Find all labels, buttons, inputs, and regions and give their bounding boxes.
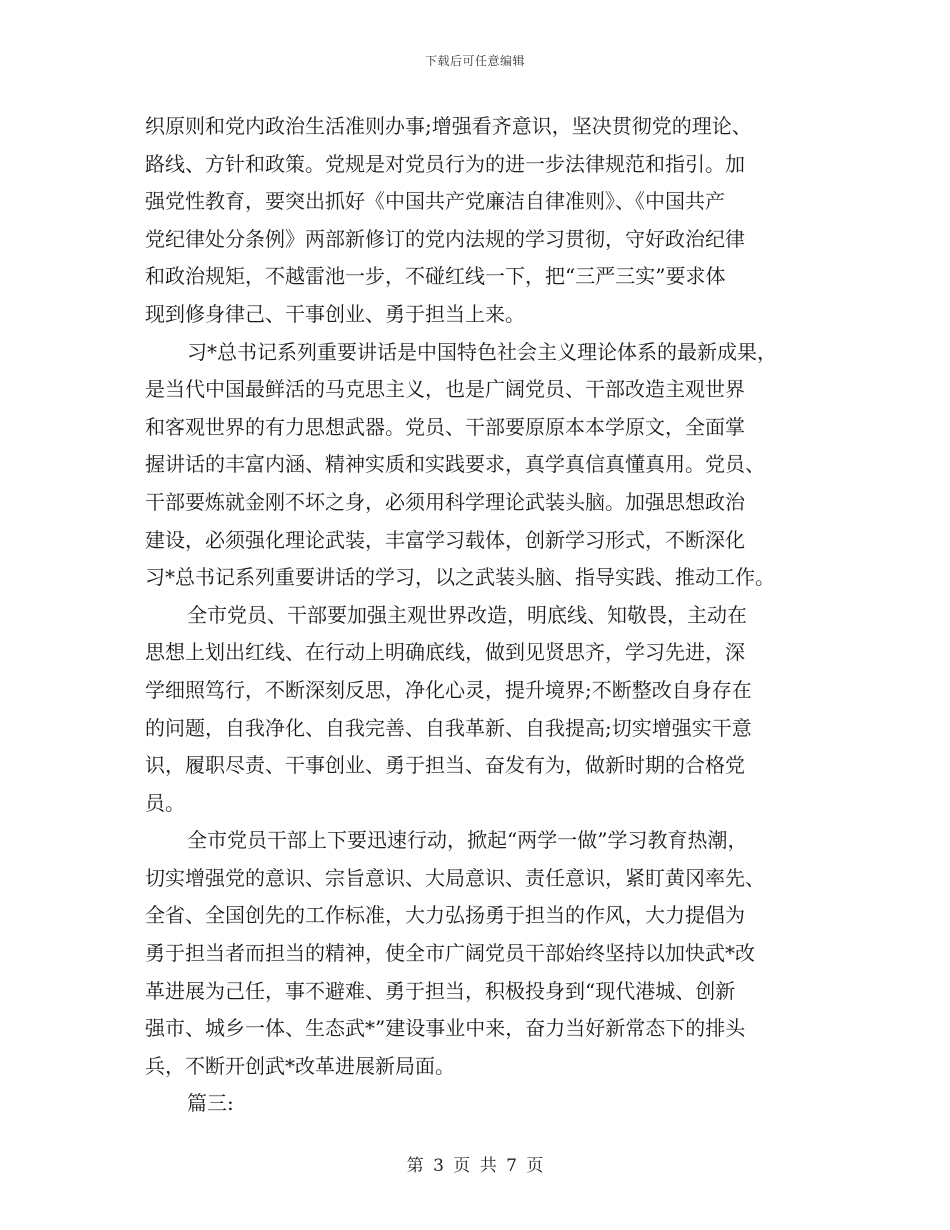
text-line: 兵，不断开创武*改革进展新局面。 bbox=[145, 1053, 455, 1078]
text-line: 强市、城乡一体、生态武*”建设事业中来，奋力当好新常态下的排头 bbox=[145, 1016, 746, 1041]
text-line: 革进展为己任，事不避难、勇于担当，积极投身到“现代港城、创新 bbox=[145, 978, 736, 1003]
text-line: 和政治规矩，不越雷池一步，不碰红线一下，把“三严三实”要求体 bbox=[145, 264, 726, 289]
text-line: 党纪律处分条例》两部新修订的党内法规的学习贯彻，守好政治纪律 bbox=[145, 226, 745, 251]
text-line: 识，履职尽责、干事创业、勇于担当、奋发有为，做新时期的合格党 bbox=[145, 753, 745, 778]
text-line: 干部要炼就金刚不坏之身，必须用科学理论武装头脑。加强思想政治 bbox=[145, 489, 745, 514]
section-heading: 篇三: bbox=[187, 1091, 234, 1116]
paragraph-first-line: 全市党员干部上下要迅速行动，掀起“两学一做”学习教育热潮， bbox=[187, 828, 748, 853]
text-line: 是当代中国最鲜活的马克思主义，也是广阔党员、干部改造主观世界 bbox=[145, 377, 745, 402]
text-line: 员。 bbox=[145, 790, 185, 815]
text-line: 和客观世界的有力思想武器。党员、干部要原原本本学原文，全面掌 bbox=[145, 414, 745, 439]
page-footer: 第 3 页 共 7 页 bbox=[406, 1156, 544, 1176]
text-line: 全省、全国创先的工作标准，大力弘扬勇于担当的作风，大力提倡为 bbox=[145, 903, 745, 928]
paragraph-first-line: 习*总书记系列重要讲话是中国特色社会主义理论体系的最新成果， bbox=[187, 339, 777, 364]
text-line: 思想上划出红线、在行动上明确底线，做到见贤思齐，学习先进，深 bbox=[145, 640, 745, 665]
text-line: 路线、方针和政策。党规是对党员行为的进一步法律规范和指引。加 bbox=[145, 151, 745, 176]
text-line: 握讲话的丰富内涵、精神实质和实践要求，真学真信真懂真用。党员、 bbox=[145, 452, 765, 477]
text-line: 织原则和党内政治生活准则办事;增强看齐意识，坚决贯彻党的理论、 bbox=[145, 114, 752, 138]
text-line: 切实增强党的意识、宗旨意识、大局意识、责任意识，紧盯黄冈率先、 bbox=[145, 865, 765, 890]
paragraph-first-line: 全市党员、干部要加强主观世界改造，明底线、知敬畏，主动在 bbox=[187, 602, 747, 627]
text-line: 习*总书记系列重要讲话的学习，以之武装头脑、指导实践、推动工作。 bbox=[145, 565, 775, 590]
text-line: 的问题，自我净化、自我完善、自我革新、自我提高;切实增强实干意 bbox=[145, 715, 752, 740]
page-header: 下载后可任意编辑 bbox=[424, 54, 525, 68]
text-line: 学细照笃行，不断深刻反思，净化心灵，提升境界;不断整改自身存在 bbox=[145, 677, 752, 702]
text-line: 建设，必须强化理论武装，丰富学习载体，创新学习形式，不断深化 bbox=[145, 527, 745, 552]
text-line: 强党性教育，要突出抓好《中国共产党廉洁自律准则》、《中国共产 bbox=[145, 189, 725, 214]
text-line: 勇于担当者而担当的精神，使全市广阔党员干部始终坚持以加快武*改 bbox=[145, 941, 755, 966]
document-body bbox=[145, 108, 820, 1123]
text-line: 现到修身律己、干事创业、勇于担当上来。 bbox=[145, 301, 525, 326]
